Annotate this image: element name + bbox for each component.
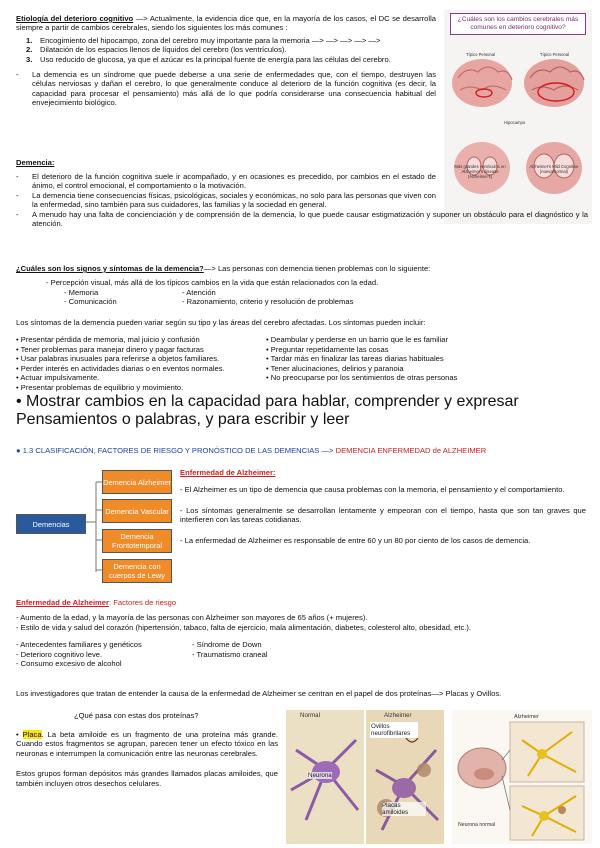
neuron-figure xyxy=(286,710,444,844)
list-item: • Deambular y perderse en un barrio que le es familiar xyxy=(266,335,449,345)
list-item: 1. Encogimiento del hipocampo, zona del cerebro muy importante para la memoria —> —> —> —> —> xyxy=(26,35,381,45)
list-item: 2. Dilatación de los espacios llenos de líquidos del cerebro (los ventrículos). xyxy=(26,45,287,55)
list-item: • No preocuparse por los sentimientos de otras personas xyxy=(266,373,458,383)
demencia-list xyxy=(16,172,588,228)
signos-title: ¿Cuáles son los signos y síntomas de la demencia? xyxy=(16,264,204,273)
list-item: - La demencia es un síndrome que puede deberse a una serie de enfermedades que, con el tiempo, destruyen las células nerviosas y dañan el cerebro, lo que generalmente conduce al deterioro de la función cognitiva (es decir, la capacidad para procesar el pensamiento) más allá de lo que podría considerarse una consecuencia habitual del envejecimiento biológico. xyxy=(16,70,436,108)
demencia-title: Demencia: xyxy=(16,158,55,167)
brain2-label: Alzheimer xyxy=(514,714,539,720)
sintomas-left xyxy=(16,335,266,393)
section-heading xyxy=(16,446,596,455)
signos-section xyxy=(16,264,588,429)
factores-section xyxy=(16,598,588,669)
list-item: - Razonamiento, criterio y resolución de problemas xyxy=(182,297,354,307)
diagram-node: Demencia Vascular xyxy=(102,499,172,523)
brain-icon xyxy=(452,59,512,107)
list-item: - El deterioro de la función cognitiva suele ir acompañado, y en ocasiones es precedido, por cambios en el estado de ánimo, el control emocional, el comportamiento o la motivación. xyxy=(16,172,436,191)
signos-intro: Las personas con demencia tienen problemas con lo siguiente: xyxy=(215,264,431,273)
alzheimer-p2: - Los síntomas generalmente se desarrollan lentamente y empeoran con el tiempo, hasta que son tan graves que interfieren con las tareas cotidianas. xyxy=(180,505,586,525)
factores-line: - Estilo de vida y salud del corazón (hipertensión, tabaco, falta de ejercicio, mala alimentación, diabetes, colesterol alto, obesidad, etc.). xyxy=(16,622,472,632)
demencias-diagram xyxy=(16,470,176,582)
list-item: - Consumo excesivo de alcohol xyxy=(16,659,122,669)
list-item: • Tener problemas para manejar dinero y pagar facturas xyxy=(16,344,204,354)
brain-label: Típico Personal xyxy=(540,52,570,57)
sintomas-last xyxy=(16,393,588,429)
alzheimer-p3: - La enfermedad de Alzheimer es responsable de entre 60 y un 80 por ciento de los casos de demencia. xyxy=(180,535,531,545)
sintomas-columns xyxy=(16,335,588,393)
list-item: • Presentar pérdida de memoria, mal juicio y confusión xyxy=(16,335,200,345)
factores-subtitle: : Factores de riesgo xyxy=(108,598,177,607)
demencia-section xyxy=(16,158,436,167)
section-heading-red: DEMENCIA ENFERMEDAD de ALZHEIMER xyxy=(333,446,487,455)
list-item: - Atención xyxy=(182,287,216,297)
etiologia-list xyxy=(16,36,436,64)
proteinas-text: • Placa. La beta amiloide es un fragmento de una proteína más grande. Cuando estos fragmentos se agrupan, parecen tener un efecto tóxico en las neuronas e interrumpen la comunicación entre las neuronas cerebrales. Estos grupos forman depósitos más grandes llamados placas amiloides, que también incluyen otros desechos celulares. xyxy=(16,730,278,788)
list-item: • Usar palabras inusuales para referirse a objetos familiares. xyxy=(16,354,220,364)
list-item: - Antecedentes familiares y genéticos xyxy=(16,640,142,650)
neuron-label: Placas amiloides xyxy=(382,802,426,816)
list-item: • Actuar impulsivamente. xyxy=(16,373,100,383)
etiologia-arrow: —> xyxy=(133,14,150,23)
sintomas-right xyxy=(266,335,457,393)
brain-label: Hipocampo xyxy=(504,120,526,125)
list-item: • Perder interés en actividades diarias o en eventos normales. xyxy=(16,363,225,373)
factores-columns xyxy=(16,640,588,669)
brain-label: Típico Personal xyxy=(466,52,496,57)
alzheimer-title: Enfermedad de Alzheimer: xyxy=(180,468,276,477)
list-item: • Tener alucinaciones, delirios y paranoia xyxy=(266,363,404,373)
etiologia-note xyxy=(16,70,436,108)
brain-icon xyxy=(458,748,506,788)
factores-left xyxy=(16,640,192,669)
list-item: • Tardar más en finalizar las tareas diarias habituales xyxy=(266,354,444,364)
etiologia-intro: Actualmente, la evidencia dice que, en la mayoría de los casos, el DC se desarrolla siempre a partir de cambios cerebrales, siendo los siguientes los más comunes : xyxy=(16,14,436,33)
list-item: - La demencia tiene consecuencias físicas, psicológicas, sociales y económicas, no solo para las personas que viven con la enfermedad, sino también para sus cuidadores, las familias y la sociedad en general. xyxy=(16,190,436,210)
neuron-label: Ovillos neurofibrilares xyxy=(370,722,418,738)
list-item: - Percepción visual, más allá de los típicos cambios en la vida que están relacionados con la edad. xyxy=(46,278,379,288)
section-heading-text: ● 1.3 CLASIFICACIÓN, FACTORES DE RIESGO Y PRONÓSTICO DE LAS DEMENCIAS —> xyxy=(16,446,334,455)
diagram-node: Demencia Alzheimer xyxy=(102,470,172,494)
list-item: • Presentar problemas de equilibrio y movimiento. xyxy=(16,383,184,392)
list-item: - Traumatismo craneal xyxy=(192,649,268,659)
factores-right xyxy=(192,640,268,669)
signos-arrow: —> xyxy=(203,264,216,273)
list-item: 3. Uso reducido de glucosa, ya que el azúcar es la principal fuente de energía para las células del cerebro. xyxy=(26,54,391,64)
grupos-paragraph: Estos grupos forman depósitos más grandes llamados placas amiloides, que también incluyen otros desechos celulares. xyxy=(16,769,278,788)
signos-lines xyxy=(16,278,588,306)
list-item: - Deterioro cognitivo leve. xyxy=(16,649,103,659)
proteinas-line: Los investigadores que tratan de entender la causa de la enfermedad de Alzheimer se centran en el papel de dos proteínas—> Placas y Ovillos. xyxy=(16,689,502,698)
brain-label: Alzheimer's Mild Cognitive (nueva/normal) xyxy=(529,164,579,174)
placa-highlight: Placa xyxy=(22,730,42,739)
list-item: - Memoria xyxy=(64,287,99,297)
factores-line: - Aumento de la edad, y la mayoría de las personas con Alzheimer son mayores de 65 años (+ mujeres). xyxy=(16,613,368,623)
list-item: - A menudo hay una falta de concienciación y de comprensión de la demencia, lo que puede causar estigmatización y suponer un obstáculo para el diagnóstico y la atención. xyxy=(16,209,588,229)
brain2-label: Neurona normal xyxy=(458,822,496,828)
neuron-label: Neurona xyxy=(308,772,332,779)
proteinas-question: ¿Qué pasa con estas dos proteínas? xyxy=(74,711,199,720)
brain-figure-caption: ¿Cuáles son los cambios cerebrales más comunes en deterioro cognitivo? xyxy=(450,13,586,35)
neuron-label: Normal xyxy=(300,712,320,719)
signos-variation: Los síntomas de la demencia pueden variar según su tipo y las áreas del cerebro afectadas. Los síntomas pueden incluir: xyxy=(16,317,426,327)
diagram-node: Demencia con cuerpos de Lewy xyxy=(102,559,172,583)
neuron-label: Alzheimer xyxy=(384,712,412,719)
alzheimer-p1: - El Alzheimer es un tipo de demencia que causa problemas con la memoria, el pensamiento y el comportamiento. xyxy=(180,485,565,495)
list-item: • Mostrar cambios en la capacidad para hablar, comprender y expresar Pensamientos o palabras, y para escribir y leer xyxy=(16,392,519,428)
alzheimer-section xyxy=(180,468,586,545)
brain-label: Más grandes ventriculos en Alzheimer's disease (Alzheimer's) xyxy=(454,164,506,179)
list-item: • Preguntar repetidamente las cosas xyxy=(266,344,389,354)
diagram-root: Demencias xyxy=(16,514,86,534)
list-item: - Síndrome de Down xyxy=(192,640,262,650)
brain-icon xyxy=(524,59,584,107)
list-item: - Comunicación xyxy=(64,297,117,307)
etiologia-title: Etiología del deterioro cognitivo xyxy=(16,14,134,23)
brain-figure-2 xyxy=(452,710,592,844)
etiologia-section xyxy=(16,14,436,108)
factores-title: Enfermedad de Alzheimer xyxy=(16,598,109,607)
diagram-node: Demencia Frontotemporal xyxy=(102,529,172,553)
